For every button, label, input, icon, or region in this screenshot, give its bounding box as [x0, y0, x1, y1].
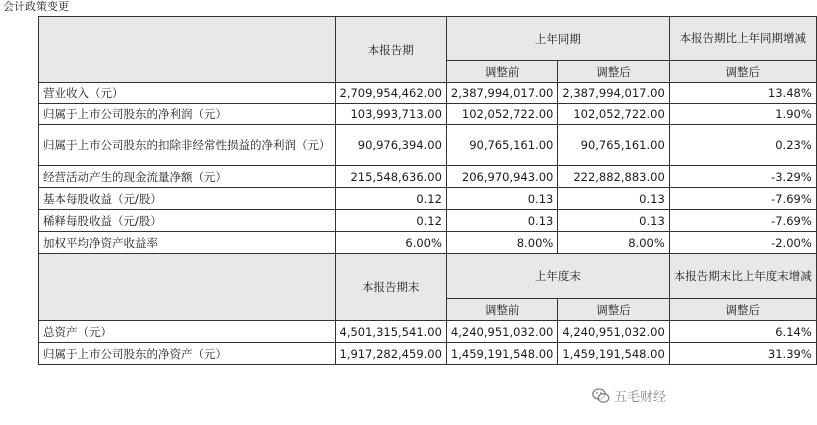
- table-row: [39, 166, 817, 188]
- cell-current: 0.12: [335, 210, 446, 232]
- header-current-period-end: 本报告期末: [335, 254, 446, 321]
- cell-current: 2,709,954,462.00: [335, 83, 446, 104]
- cell-after: 8.00%: [558, 232, 669, 254]
- cell-current: 1,917,282,459.00: [335, 343, 446, 365]
- header-before-adjust: 调整前: [446, 61, 557, 83]
- row-label: 营业收入（元）: [39, 83, 336, 104]
- header-current-period: 本报告期: [335, 17, 446, 83]
- watermark: [592, 386, 666, 405]
- cell-before: 206,970,943.00: [446, 166, 557, 188]
- cell-after: 102,052,722.00: [558, 104, 669, 125]
- cell-change: -7.69%: [669, 188, 816, 210]
- table-row: [39, 125, 817, 166]
- cell-before: 0.13: [446, 210, 557, 232]
- table-row: [39, 83, 817, 104]
- cell-change: 31.39%: [669, 343, 816, 365]
- header-change-after: 调整后: [669, 299, 816, 321]
- cell-current: 6.00%: [335, 232, 446, 254]
- cell-change: 6.14%: [669, 321, 816, 343]
- cell-change: 1.90%: [669, 104, 816, 125]
- cell-before: 0.13: [446, 188, 557, 210]
- row-label: 经营活动产生的现金流量净额（元）: [39, 166, 336, 188]
- cell-change: 13.48%: [669, 83, 816, 104]
- cell-after: 2,387,994,017.00: [558, 83, 669, 104]
- cell-before: 8.00%: [446, 232, 557, 254]
- cell-change: -2.00%: [669, 232, 816, 254]
- row-label: 归属于上市公司股东的净利润（元）: [39, 104, 336, 125]
- financial-table: [38, 16, 817, 365]
- row-label: 总资产（元）: [39, 321, 336, 343]
- header-change: 本报告期比上年同期增减: [669, 17, 816, 61]
- cell-current: 103,993,713.00: [335, 104, 446, 125]
- table-row: [39, 104, 817, 125]
- cell-change: -7.69%: [669, 210, 816, 232]
- table-row: [39, 188, 817, 210]
- header-before-adjust: 调整前: [446, 299, 557, 321]
- cell-current: 90,976,394.00: [335, 125, 446, 166]
- cell-after: 90,765,161.00: [558, 125, 669, 166]
- cell-change: 0.23%: [669, 125, 816, 166]
- cell-change: -3.29%: [669, 166, 816, 188]
- header-prior-period: 上年同期: [446, 17, 669, 61]
- cell-after: 0.13: [558, 210, 669, 232]
- cell-before: 90,765,161.00: [446, 125, 557, 166]
- row-label: 稀释每股收益（元/股）: [39, 210, 336, 232]
- cell-current: 215,548,636.00: [335, 166, 446, 188]
- header-after-adjust: 调整后: [558, 299, 669, 321]
- table-row: [39, 232, 817, 254]
- cell-before: 4,240,951,032.00: [446, 321, 557, 343]
- row-label: 加权平均净资产收益率: [39, 232, 336, 254]
- cell-current: 0.12: [335, 188, 446, 210]
- header-prior-year-end: 上年度末: [446, 254, 669, 299]
- cell-current: 4,501,315,541.00: [335, 321, 446, 343]
- table-row: [39, 343, 817, 365]
- cell-before: 1,459,191,548.00: [446, 343, 557, 365]
- header-change: 本报告期末比上年度末增减: [669, 254, 816, 299]
- cell-before: 2,387,994,017.00: [446, 83, 557, 104]
- row-label: 基本每股收益（元/股）: [39, 188, 336, 210]
- cell-after: 4,240,951,032.00: [558, 321, 669, 343]
- header-after-adjust: 调整后: [558, 61, 669, 83]
- watermark-text: 五毛财经: [614, 390, 667, 405]
- header-change-after: 调整后: [669, 61, 816, 83]
- cell-after: 0.13: [558, 188, 669, 210]
- wechat-icon: [592, 388, 610, 404]
- table-row: [39, 321, 817, 343]
- cell-after: 222,882,883.00: [558, 166, 669, 188]
- cell-after: 1,459,191,548.00: [558, 343, 669, 365]
- header-blank: [39, 254, 336, 321]
- section-caption: 会计政策变更: [3, 0, 69, 13]
- cell-before: 102,052,722.00: [446, 104, 557, 125]
- header-blank: [39, 17, 336, 83]
- row-label: 归属于上市公司股东的净资产（元）: [39, 343, 336, 365]
- table-row: [39, 210, 817, 232]
- row-label: 归属于上市公司股东的扣除非经常性损益的净利润（元）: [39, 125, 336, 166]
